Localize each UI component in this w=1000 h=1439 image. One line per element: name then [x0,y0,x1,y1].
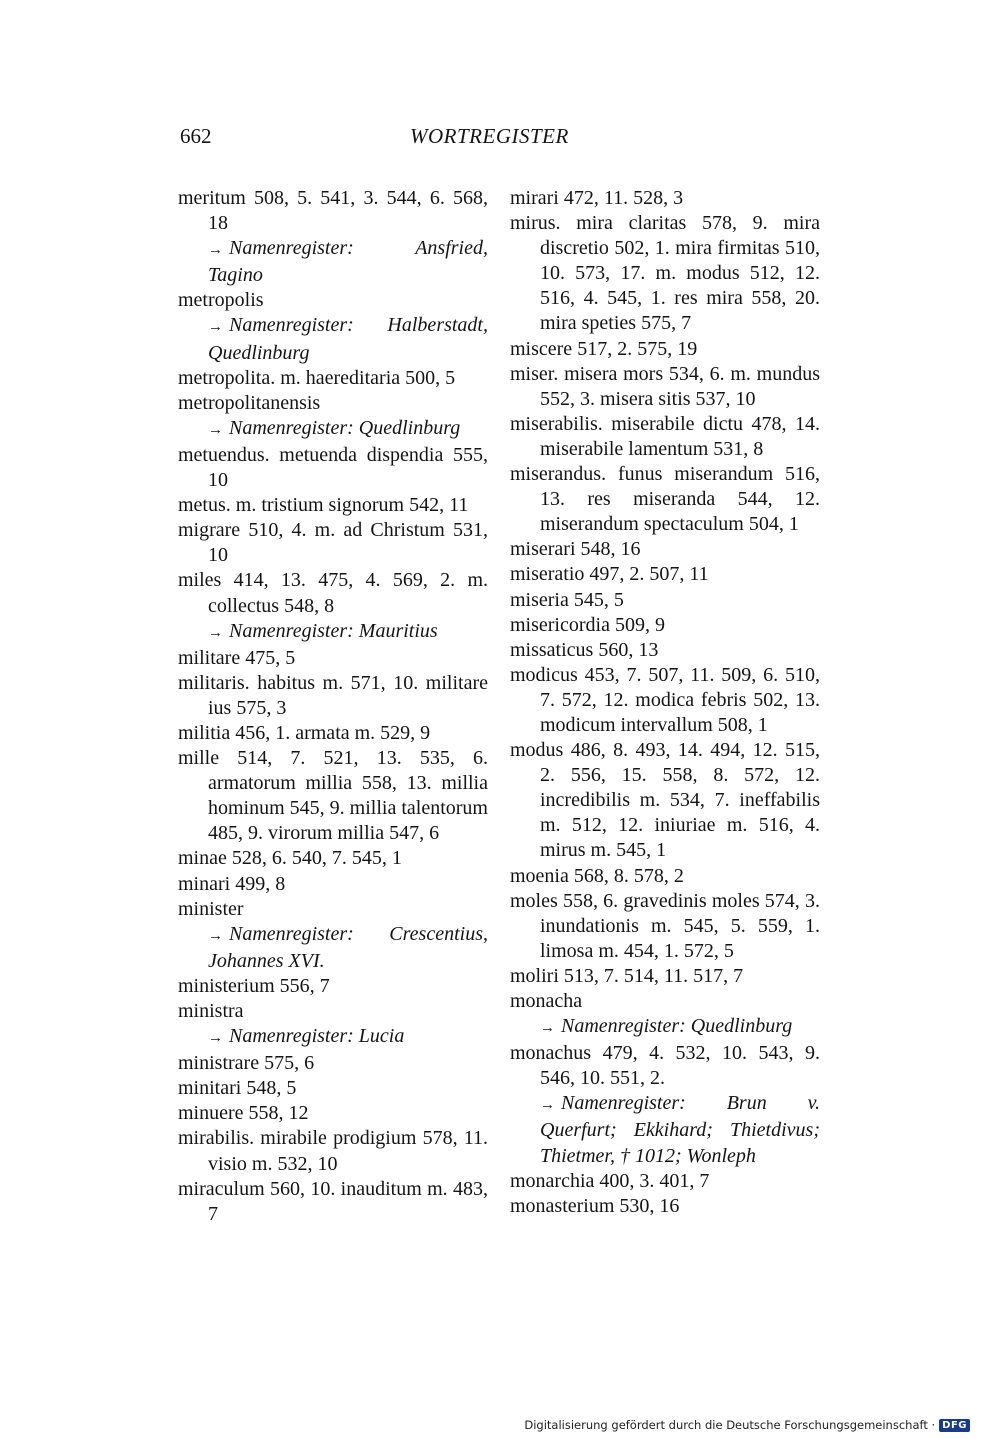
index-entry [510,663,820,738]
index-entry [178,646,488,671]
index-entry-text: ministrare 575, 6 [178,1052,315,1075]
index-column-left [178,186,488,1227]
index-entry-text: militare 475, 5 [178,646,296,669]
digitization-credit [524,1418,970,1432]
cross-reference [510,1014,820,1041]
arrow-right-icon: → [208,624,223,641]
index-entry-text: miseria 545, 5 [510,588,624,611]
index-entry-text: metus. m. tristium signorum 542, 11 [178,494,469,517]
index-entry [510,613,820,638]
index-entry [178,872,488,897]
index-entry-text: missaticus 560, 13 [510,638,659,661]
cross-reference-text: Namenregister: Lucia [229,1025,405,1048]
index-entry-text: metropolitanensis [178,391,321,414]
cross-reference [510,1091,820,1168]
index-entry [510,337,820,362]
index-entry-text: miserari 548, 16 [510,538,641,561]
index-entry [510,588,820,613]
index-entry-text: militia 456, 1. armata m. 529, 9 [178,721,431,744]
index-entry-text: moliri 513, 7. 514, 11. 517, 7 [510,964,744,987]
index-entry [178,897,488,922]
index-entry [178,1051,488,1076]
index-column-right [510,186,820,1219]
index-entry [178,721,488,746]
index-entry-text: miserabilis. miserabile dictu 478, 14. miserabile lamentum 531, 8 [510,412,820,460]
index-entry-text: miserandus. funus miserandum 516, 13. res miseranda 544, 12. miserandum spectaculum 504, 1 [510,463,820,536]
index-entry-text: minitari 548, 5 [178,1077,297,1100]
index-entry [510,738,820,863]
index-entry [510,412,820,462]
index-entry [510,562,820,587]
index-entry-text: monasterium 530, 16 [510,1194,680,1217]
index-entry-text: ministerium 556, 7 [178,974,330,997]
index-entry [510,989,820,1014]
cross-reference [178,619,488,646]
dfg-logo: DFG [939,1419,970,1432]
page-header [180,124,820,158]
index-entry-text: metropolis [178,289,264,312]
index-entry-text: minae 528, 6. 540, 7. 545, 1 [178,847,402,870]
index-entry-text: miles 414, 13. 475, 4. 569, 2. m. collectus 548, 8 [178,569,488,617]
cross-reference-text: Namenregister: Quedlinburg [561,1015,793,1038]
cross-reference [178,313,488,365]
index-entry-text: mille 514, 7. 521, 13. 535, 6. armatorum millia 558, 13. millia hominum 545, 9. millia talentorum 485, 9. virorum millia 547, 6 [178,747,488,845]
index-entry-text: moenia 568, 8. 578, 2 [510,864,684,887]
arrow-right-icon: → [208,421,223,438]
index-entry [510,1041,820,1091]
index-entry-text: ministra [178,1000,244,1022]
index-entry-text: metuendus. metuenda dispendia 555, 10 [178,443,488,492]
cross-reference-text: Namenregister: Halberstadt, Quedlinburg [208,314,488,364]
cross-reference-text: Namenregister: Quedlinburg [229,416,461,439]
arrow-right-icon: → [208,1030,223,1047]
index-entry-text: monarchia 400, 3. 401, 7 [510,1169,710,1192]
index-entry [178,366,488,391]
index-entry-text: meritum 508, 5. 541, 3. 544, 6. 568, 18 [178,187,488,235]
index-entry [178,746,488,846]
index-entry-text: metropolita. m. haereditaria 500, 5 [178,366,456,389]
cross-reference [178,922,488,974]
index-entry [510,537,820,562]
index-entry [178,493,488,518]
cross-reference-text: Namenregister: Brun v. Querfurt; Ekkihard; Thietdivus; Thietmer, † 1012; Wonleph [540,1092,820,1167]
arrow-right-icon: → [208,319,223,336]
index-entry-text: moles 558, 6. gravedinis moles 574, 3. inundationis m. 545, 5. 559, 1. limosa m. 454, 1. 572, 5 [510,889,820,962]
index-entry-text: miraculum 560, 10. inauditum m. 483, 7 [178,1177,488,1225]
index-entry [178,671,488,721]
index-entry [178,568,488,618]
index-entry-text: mirabilis. mirabile prodigium 578, 11. visio m. 532, 10 [178,1127,488,1175]
cross-reference-text: Namenregister: Ansfried, Tagino [208,237,488,287]
cross-reference [178,236,488,288]
index-entry [178,518,488,568]
index-entry-text: mirus. mira claritas 578, 9. mira discretio 502, 1. mira firmitas 510, 10. 573, 17. m. modus 512, 12. 516, 4. 545, 1. res mira 558, 20. mira speties 575, 7 [510,212,820,335]
index-entry-text: misericordia 509, 9 [510,613,665,636]
index-entry [178,443,488,493]
index-entry [178,186,488,236]
credit-text: Digitalisierung gefördert durch die Deutsche Forschungsgemeinschaft · [524,1418,936,1432]
index-entry-text: minuere 558, 12 [178,1102,309,1125]
index-entry-text: modus 486, 8. 493, 14. 494, 12. 515, 2. 556, 15. 558, 8. 572, 12. incredibilis m. 534, 7. ineffabilis m. 512, 12. iniuriae m. 516, 4. mirus m. 545, 1 [510,739,820,862]
index-entry [510,1194,820,1219]
index-entry [178,999,488,1024]
cross-reference-text: Namenregister: Crescentius, Johannes XVI. [208,922,488,972]
index-entry-text: monacha [510,990,583,1012]
index-entry [178,1126,488,1176]
index-entry [510,211,820,336]
index-entry [510,1169,820,1194]
index-entry [510,638,820,663]
index-entry [510,462,820,537]
arrow-right-icon: → [208,927,223,944]
index-entry [178,846,488,871]
index-entry-text: militaris. habitus m. 571, 10. militare ius 575, 3 [178,671,488,719]
cross-reference [178,416,488,443]
running-title: WORTREGISTER [410,124,569,148]
cross-reference [178,1024,488,1051]
arrow-right-icon: → [540,1097,555,1114]
index-entry [510,889,820,964]
index-entry [510,186,820,211]
index-entry [178,1101,488,1126]
arrow-right-icon: → [540,1020,555,1037]
index-entry-text: modicus 453, 7. 507, 11. 509, 6. 510, 7. 572, 12. modica febris 502, 13. modicum intervallum 508, 1 [510,663,820,736]
index-entry-text: miser. misera mors 534, 6. m. mundus 552, 3. misera sitis 537, 10 [510,362,820,410]
arrow-right-icon: → [208,242,223,259]
index-entry-text: miscere 517, 2. 575, 19 [510,337,698,360]
index-entry [178,391,488,416]
index-entry [178,1076,488,1101]
index-entry [510,864,820,889]
index-entry-text: minari 499, 8 [178,872,286,895]
page-number: 662 [180,124,212,148]
index-entry-text: miseratio 497, 2. 507, 11 [510,563,709,586]
index-entry [178,1177,488,1227]
index-entry-text: mirari 472, 11. 528, 3 [510,187,684,209]
index-entry-text: monachus 479, 4. 532, 10. 543, 9. 546, 10. 551, 2. [510,1042,820,1090]
index-entry [178,288,488,313]
index-entry-text: migrare 510, 4. m. ad Christum 531, 10 [178,519,488,567]
cross-reference-text: Namenregister: Mauritius [229,619,438,642]
index-entry [178,974,488,999]
index-entry [510,964,820,989]
index-entry [510,362,820,412]
index-entry-text: minister [178,897,244,920]
